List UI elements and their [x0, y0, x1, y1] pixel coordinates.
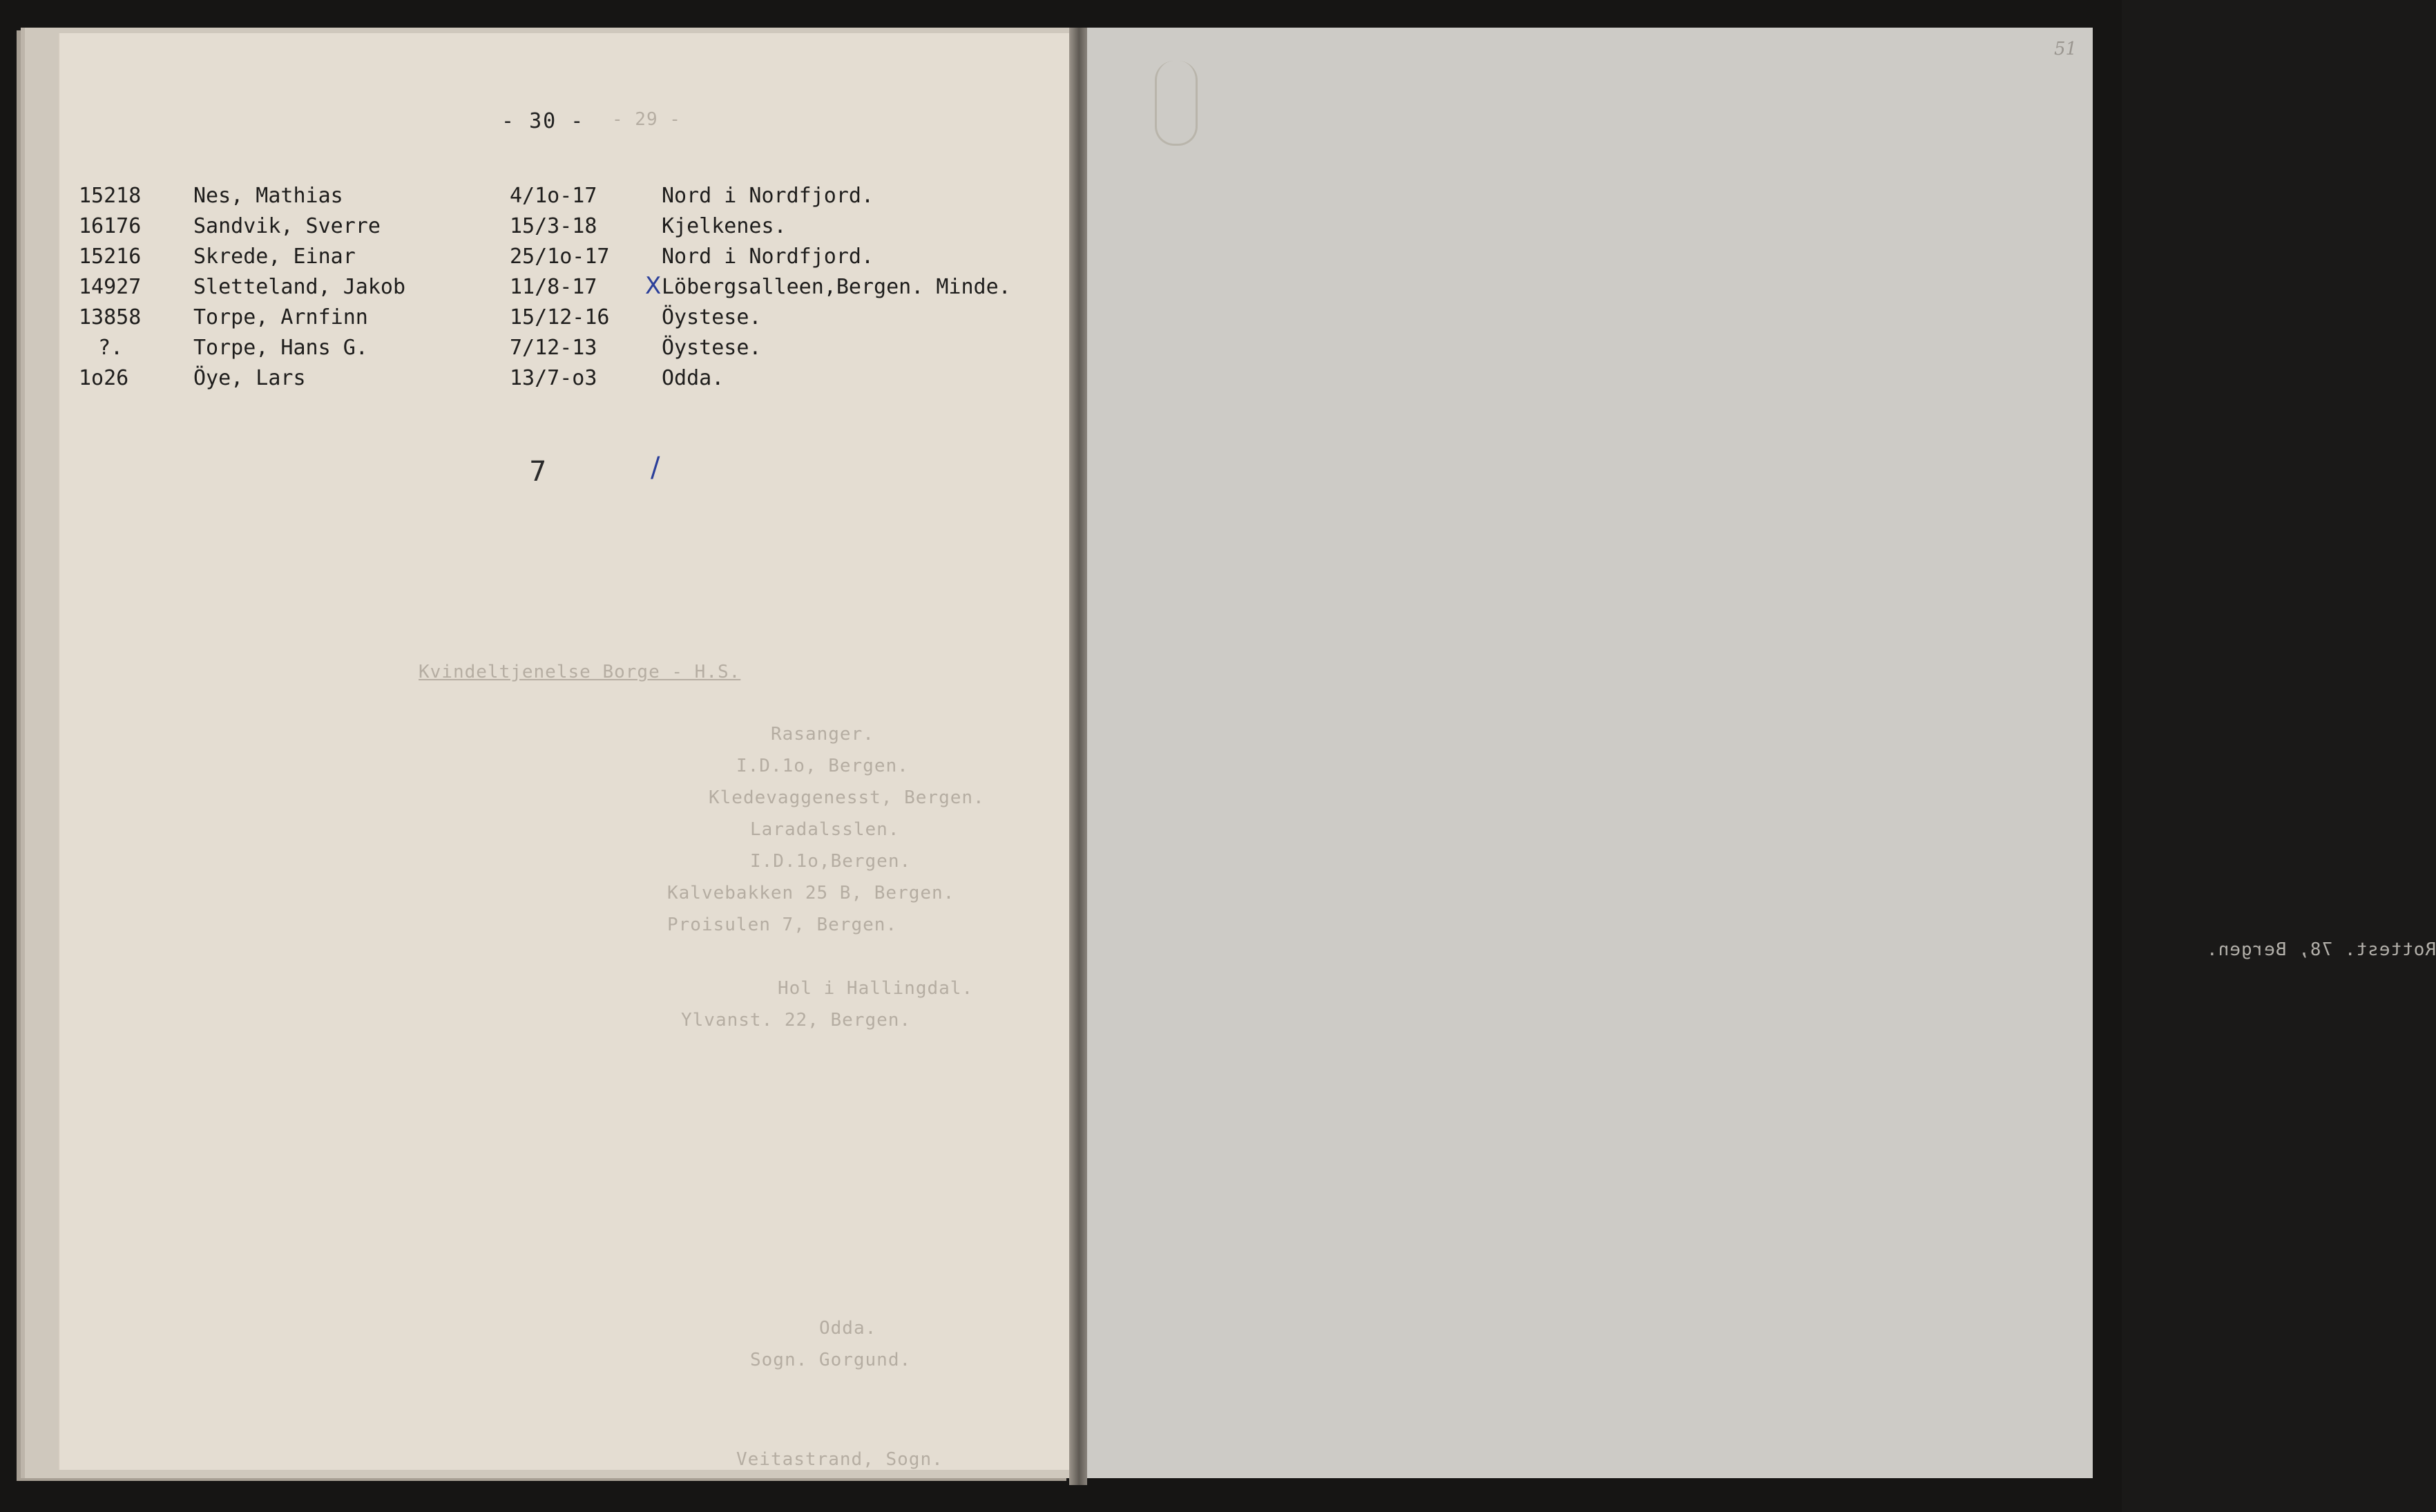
- bleed-line: Laradalsslen.: [750, 819, 900, 840]
- entry-id: 14927: [79, 275, 142, 299]
- page-number: - 30 -: [501, 109, 585, 133]
- entry-date: 15/12-16: [510, 305, 610, 329]
- entry-id: 1o26: [79, 366, 129, 390]
- entry-date: 25/1o-17: [510, 245, 610, 269]
- entry-id: ?.: [98, 336, 124, 360]
- entry-name: Skrede, Einar: [193, 245, 356, 269]
- entry-name: Öye, Lars: [193, 366, 306, 390]
- pen-seven-annotation: 7: [529, 456, 547, 488]
- table-row: [59, 214, 1073, 246]
- x-mark-annotation: X: [645, 272, 662, 300]
- bleed-line: Rasanger.: [771, 724, 874, 745]
- entry-date: 4/1o-17: [510, 184, 597, 208]
- entry-name: Torpe, Hans G.: [193, 336, 368, 360]
- entry-place: Öystese.: [662, 305, 762, 329]
- entry-place: Nord i Nordfjord.: [662, 184, 874, 208]
- bleed-line: Ylvanst. 22, Bergen.: [681, 1010, 912, 1031]
- entry-place: Löbergsalleen,Bergen. Minde.: [662, 275, 1011, 299]
- table-row: [59, 184, 1073, 216]
- entry-place: Nord i Nordfjord.: [662, 245, 874, 269]
- book-gutter: [1069, 28, 1087, 1485]
- bleed-line: Sogn. Gorgund.: [750, 1350, 912, 1370]
- bleed-page-number: - 29 -: [612, 109, 681, 130]
- bleed-line: I.D.1o, Bergen.: [736, 756, 909, 776]
- bleed-line: Hol i Hallingdal.: [778, 978, 974, 999]
- pen-stroke-annotation: /: [651, 452, 660, 484]
- table-row: [59, 305, 1073, 337]
- entry-name: Sandvik, Sverre: [193, 214, 381, 238]
- entry-id: 13858: [79, 305, 142, 329]
- bleed-line: I.D.1o,Bergen.: [750, 851, 912, 872]
- entry-name: Nes, Mathias: [193, 184, 343, 208]
- left-page: [58, 33, 1073, 1470]
- entry-date: 13/7-o3: [510, 366, 597, 390]
- table-row: [59, 366, 1073, 398]
- entry-date: 7/12-13: [510, 336, 597, 360]
- entry-place: Kjelkenes.: [662, 214, 787, 238]
- entry-name: Torpe, Arnfinn: [193, 305, 368, 329]
- bleed-line-right: Rottest. 78, Bergen.: [2206, 939, 2436, 960]
- bleed-heading: Kvindeltjenelse Borge - H.S.: [419, 662, 741, 682]
- entry-name: Sletteland, Jakob: [193, 275, 406, 299]
- bleed-line: Kalvebakken 25 B, Bergen.: [667, 883, 955, 903]
- entry-id: 15216: [79, 245, 142, 269]
- entry-id: 15218: [79, 184, 142, 208]
- entry-place: Odda.: [662, 366, 725, 390]
- entry-place: Öystese.: [662, 336, 762, 360]
- bleed-line: Proisulen 7, Bergen.: [667, 915, 898, 935]
- bleed-line: Veitastrand, Sogn.: [736, 1449, 943, 1470]
- entry-id: 16176: [79, 214, 142, 238]
- entry-date: 15/3-18: [510, 214, 597, 238]
- table-row: [59, 336, 1073, 367]
- paperclip-imprint: [1155, 61, 1198, 146]
- bleed-line: Odda.: [819, 1318, 877, 1339]
- entry-date: 11/8-17: [510, 275, 597, 299]
- right-page: [1087, 28, 2436, 1478]
- table-row: [59, 245, 1073, 276]
- bleed-line: Kledevaggenesst, Bergen.: [709, 787, 985, 808]
- corner-page-number: 51: [2054, 39, 2078, 59]
- table-row: [59, 275, 1073, 307]
